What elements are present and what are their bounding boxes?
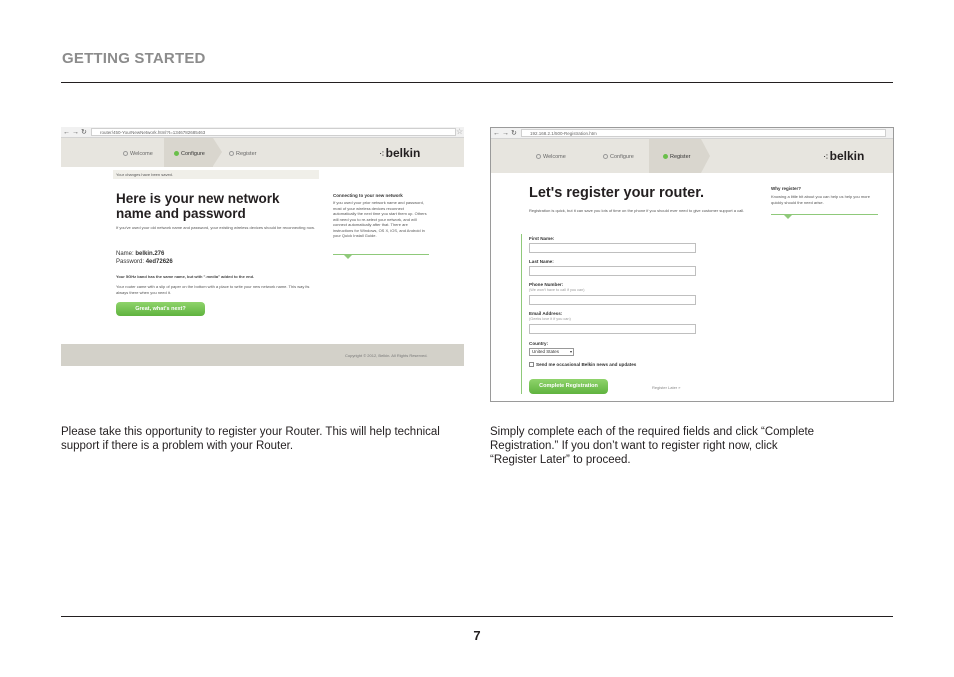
phone-hint: (We won't have to call if you can)	[529, 288, 585, 292]
callout-arrow-icon	[343, 254, 353, 259]
side-title: Connecting to your new network	[333, 193, 403, 198]
first-name-label: First Name:	[529, 236, 555, 241]
intro-text: Registration is quick, but it can save you lots of time on the phone if you should ever need to give customer support a call.	[529, 208, 745, 213]
last-name-label: Last Name:	[529, 259, 554, 264]
name-label: Name:	[116, 251, 134, 257]
step-register[interactable]	[229, 151, 256, 157]
footer-bar	[61, 344, 464, 366]
step-dot-icon	[229, 151, 234, 156]
phone-input[interactable]	[529, 295, 696, 305]
side-text: If you used your prior network name and password, most of your wireless devices reconnect automatically the next time you start them up. Others will need you to re-select your network, and will connect automatically after that. There are instructions for Windows, OS X, iOS, and Android in your Quick Install Guide.	[333, 200, 427, 238]
caption-left: Please take this opportunity to register your Router. This will help technical support if there is a problem with your Router.	[61, 426, 440, 452]
country-value: United States	[532, 349, 560, 354]
network-name-row	[116, 251, 164, 257]
belkin-logo: ⁖ belkin	[823, 149, 865, 163]
back-icon[interactable]: ←	[63, 129, 70, 136]
logo-burst-icon: ⁖	[379, 149, 384, 160]
form-accent-line	[521, 234, 522, 394]
belkin-logo: ⁖ belkin	[379, 146, 421, 160]
page-heading: Let's register your router.	[529, 185, 705, 201]
section-title: GETTING STARTED	[62, 50, 206, 67]
reload-icon[interactable]: ↻	[81, 129, 87, 136]
step-welcome[interactable]	[123, 151, 153, 157]
step-dot-icon	[603, 154, 608, 159]
password-row	[116, 259, 173, 265]
first-name-input[interactable]	[529, 243, 696, 253]
email-input[interactable]	[529, 324, 696, 334]
check-icon	[174, 151, 179, 156]
step-label: Configure	[181, 151, 205, 157]
side-text: Knowing a little bit about you can help us help you more quickly should the need arise.	[771, 194, 870, 205]
step-label: Register	[670, 154, 691, 160]
email-label: Email Address:	[529, 311, 563, 316]
note-card: Your router came with a slip of paper on the bottom with a place to write your new network name. This way its always there when you need it.	[116, 284, 310, 295]
chevron-down-icon: ▾	[569, 349, 572, 354]
copyright: Copyright © 2012, Belkin. All Rights Reserved.	[345, 353, 428, 358]
browser-toolbar	[61, 127, 464, 138]
country-select[interactable]	[529, 348, 574, 356]
step-label: Configure	[610, 154, 634, 160]
phone-label: Phone Number:	[529, 282, 564, 287]
last-name-input[interactable]	[529, 266, 696, 276]
reload-icon[interactable]: ↻	[511, 130, 517, 137]
step-dot-icon	[123, 151, 128, 156]
step-configure[interactable]	[174, 151, 205, 157]
step-label: Welcome	[543, 154, 566, 160]
great-whats-next-button[interactable]: Great, what's next?	[116, 302, 205, 316]
step-welcome[interactable]	[536, 154, 566, 160]
page-number: 7	[473, 628, 481, 643]
side-title: Why register?	[771, 186, 802, 191]
bookmark-star-icon[interactable]: ☆	[456, 127, 464, 136]
check-icon	[663, 154, 668, 159]
address-bar[interactable]: 192.168.2.1/500-Registration.htm	[521, 129, 886, 137]
forward-icon[interactable]: →	[72, 129, 79, 136]
password-label: Password:	[116, 259, 145, 265]
page-heading: Here is your new network name and password	[116, 191, 280, 221]
caption-right: Simply complete each of the required fields and click “Complete Registration.” If you don’t want to register right now, click “Register Later” to proceed.	[490, 426, 815, 466]
active-step-arrow	[213, 138, 222, 166]
screenshot-network-info	[61, 127, 464, 366]
country-label: Country:	[529, 341, 549, 346]
address-bar[interactable]: router/450-YourNewNetwork.html?t=1346782685463	[91, 128, 456, 136]
step-label: Register	[236, 151, 257, 157]
browser-toolbar	[491, 128, 893, 139]
screenshot-registration	[490, 127, 894, 402]
step-dot-icon	[536, 154, 541, 159]
step-label: Welcome	[130, 151, 153, 157]
newsletter-checkbox[interactable]	[529, 362, 534, 367]
newsletter-label: Send me occasional Belkin news and updates	[536, 362, 637, 367]
password-value: 4ed72626	[145, 259, 173, 265]
complete-registration-button[interactable]: Complete Registration	[529, 379, 608, 394]
active-step-arrow	[701, 139, 710, 173]
logo-burst-icon: ⁖	[823, 152, 828, 163]
forward-icon[interactable]: →	[502, 130, 509, 137]
name-value: belkin.276	[135, 251, 165, 257]
note-5ghz: Your 5GHz band has the same name, but with ".media" added to the end.	[116, 274, 255, 279]
back-icon[interactable]: ←	[493, 130, 500, 137]
header-rule	[61, 82, 893, 83]
step-register[interactable]	[663, 154, 690, 160]
footer-rule	[61, 616, 893, 617]
intro-text: If you've used your old network name and password, your existing wireless devices should be reconnecting now.	[116, 225, 315, 230]
register-later-link[interactable]: Register Later »	[652, 385, 681, 390]
step-configure[interactable]	[603, 154, 634, 160]
callout-arrow-icon	[783, 214, 793, 219]
saved-notice: Your changes have been saved.	[113, 170, 319, 179]
email-hint: (Geeks love it if you can)	[529, 317, 571, 321]
